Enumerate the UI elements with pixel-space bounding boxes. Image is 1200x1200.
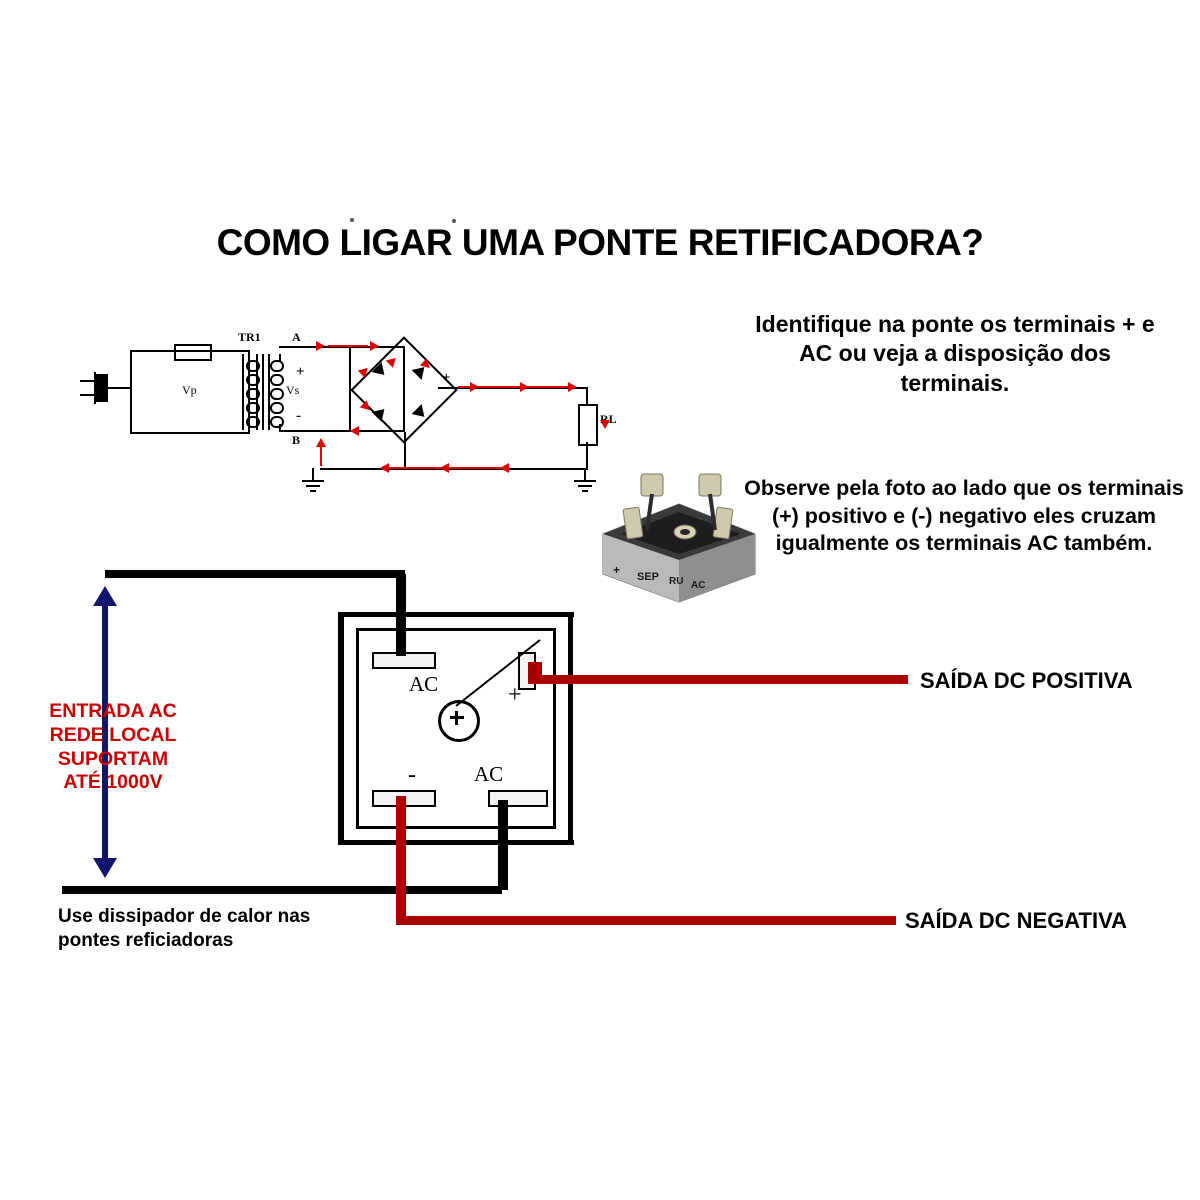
bridge-inner-bottom	[356, 826, 556, 829]
ac-input-arrow-up	[93, 586, 117, 606]
current-arrow	[370, 341, 379, 351]
bridge-minus-label-big: -	[408, 762, 416, 788]
dc-positive-label: SAÍDA DC POSITIVA	[920, 668, 1133, 693]
svg-text:SEP: SEP	[637, 571, 660, 583]
bridge-plus-label: +	[442, 370, 451, 386]
bridge-outline-top	[338, 612, 574, 617]
ac-input-note-line1: ENTRADA AC	[49, 700, 177, 722]
ac-input-note-line2: REDE LOCAL	[49, 723, 177, 746]
page-title: COMO LIGAR UMA PONTE RETIFICADORA?	[216, 222, 984, 263]
ac-top-connection-wire	[396, 574, 406, 656]
node-a-label: A	[292, 330, 301, 344]
bridge-inner-top	[356, 628, 556, 631]
svg-text:AC: AC	[691, 580, 706, 591]
current-arrow	[600, 420, 610, 429]
rectifier-schematic	[70, 320, 650, 520]
secondary-plus: +	[296, 364, 305, 380]
bridge-inner-left	[356, 628, 359, 828]
dc-positive-wire	[528, 675, 908, 684]
terminal-ac-bottom	[488, 790, 548, 807]
current-arrow	[568, 382, 577, 392]
ac-input-note-line3: SUPORTAM	[57, 747, 169, 770]
instruction-paragraph-2: Observe pela foto ao lado que os terminais (+) positivo e (-) negativo eles cruzam igualmente os terminais AC também.	[744, 476, 1184, 556]
heatsink-note: Use dissipador de calor nas pontes reficiadoras	[58, 906, 311, 951]
ac-input-top-wire	[105, 570, 405, 578]
ac-input-bottom-wire	[62, 886, 502, 894]
bridge-outline-left	[338, 612, 344, 844]
bridge-outline-right	[568, 612, 573, 844]
ac-bottom-connection-wire	[498, 800, 508, 890]
dc-negative-wire	[396, 916, 896, 925]
ac-input-note-line4: ATÉ 1000V	[63, 771, 163, 794]
current-arrow	[350, 426, 359, 436]
bridge-inner-right	[553, 628, 556, 828]
dc-positive-terminal-link	[528, 662, 542, 684]
bridge-rectifier-photo	[595, 468, 763, 608]
node-b-label: B	[292, 433, 301, 447]
bridge-ac-bottom-label: AC	[474, 762, 504, 786]
svg-text:+: +	[613, 563, 621, 577]
secondary-voltage-label: Vs	[286, 383, 300, 397]
bridge-ac-top-label: AC	[409, 672, 439, 696]
svg-text:RU: RU	[669, 576, 684, 587]
instruction-paragraph-1: Identifique na ponte os terminais + e AC ou veja a disposição dos terminais.	[755, 311, 1155, 396]
bridge-plus-label-big: +	[508, 682, 522, 708]
current-arrow	[316, 341, 325, 351]
primary-voltage-label: Vp	[182, 383, 197, 397]
transformer-label: TR1	[238, 330, 261, 344]
dc-negative-riser	[396, 796, 406, 924]
bridge-outline-bottom	[338, 840, 574, 845]
load-label: RL	[600, 412, 617, 426]
ac-input-note	[28, 700, 198, 795]
dc-negative-label: SAÍDA DC NEGATIVA	[905, 908, 1128, 933]
secondary-minus: -	[296, 408, 301, 424]
mounting-hole-cross-v	[455, 711, 458, 725]
ac-input-arrow-down	[93, 858, 117, 878]
